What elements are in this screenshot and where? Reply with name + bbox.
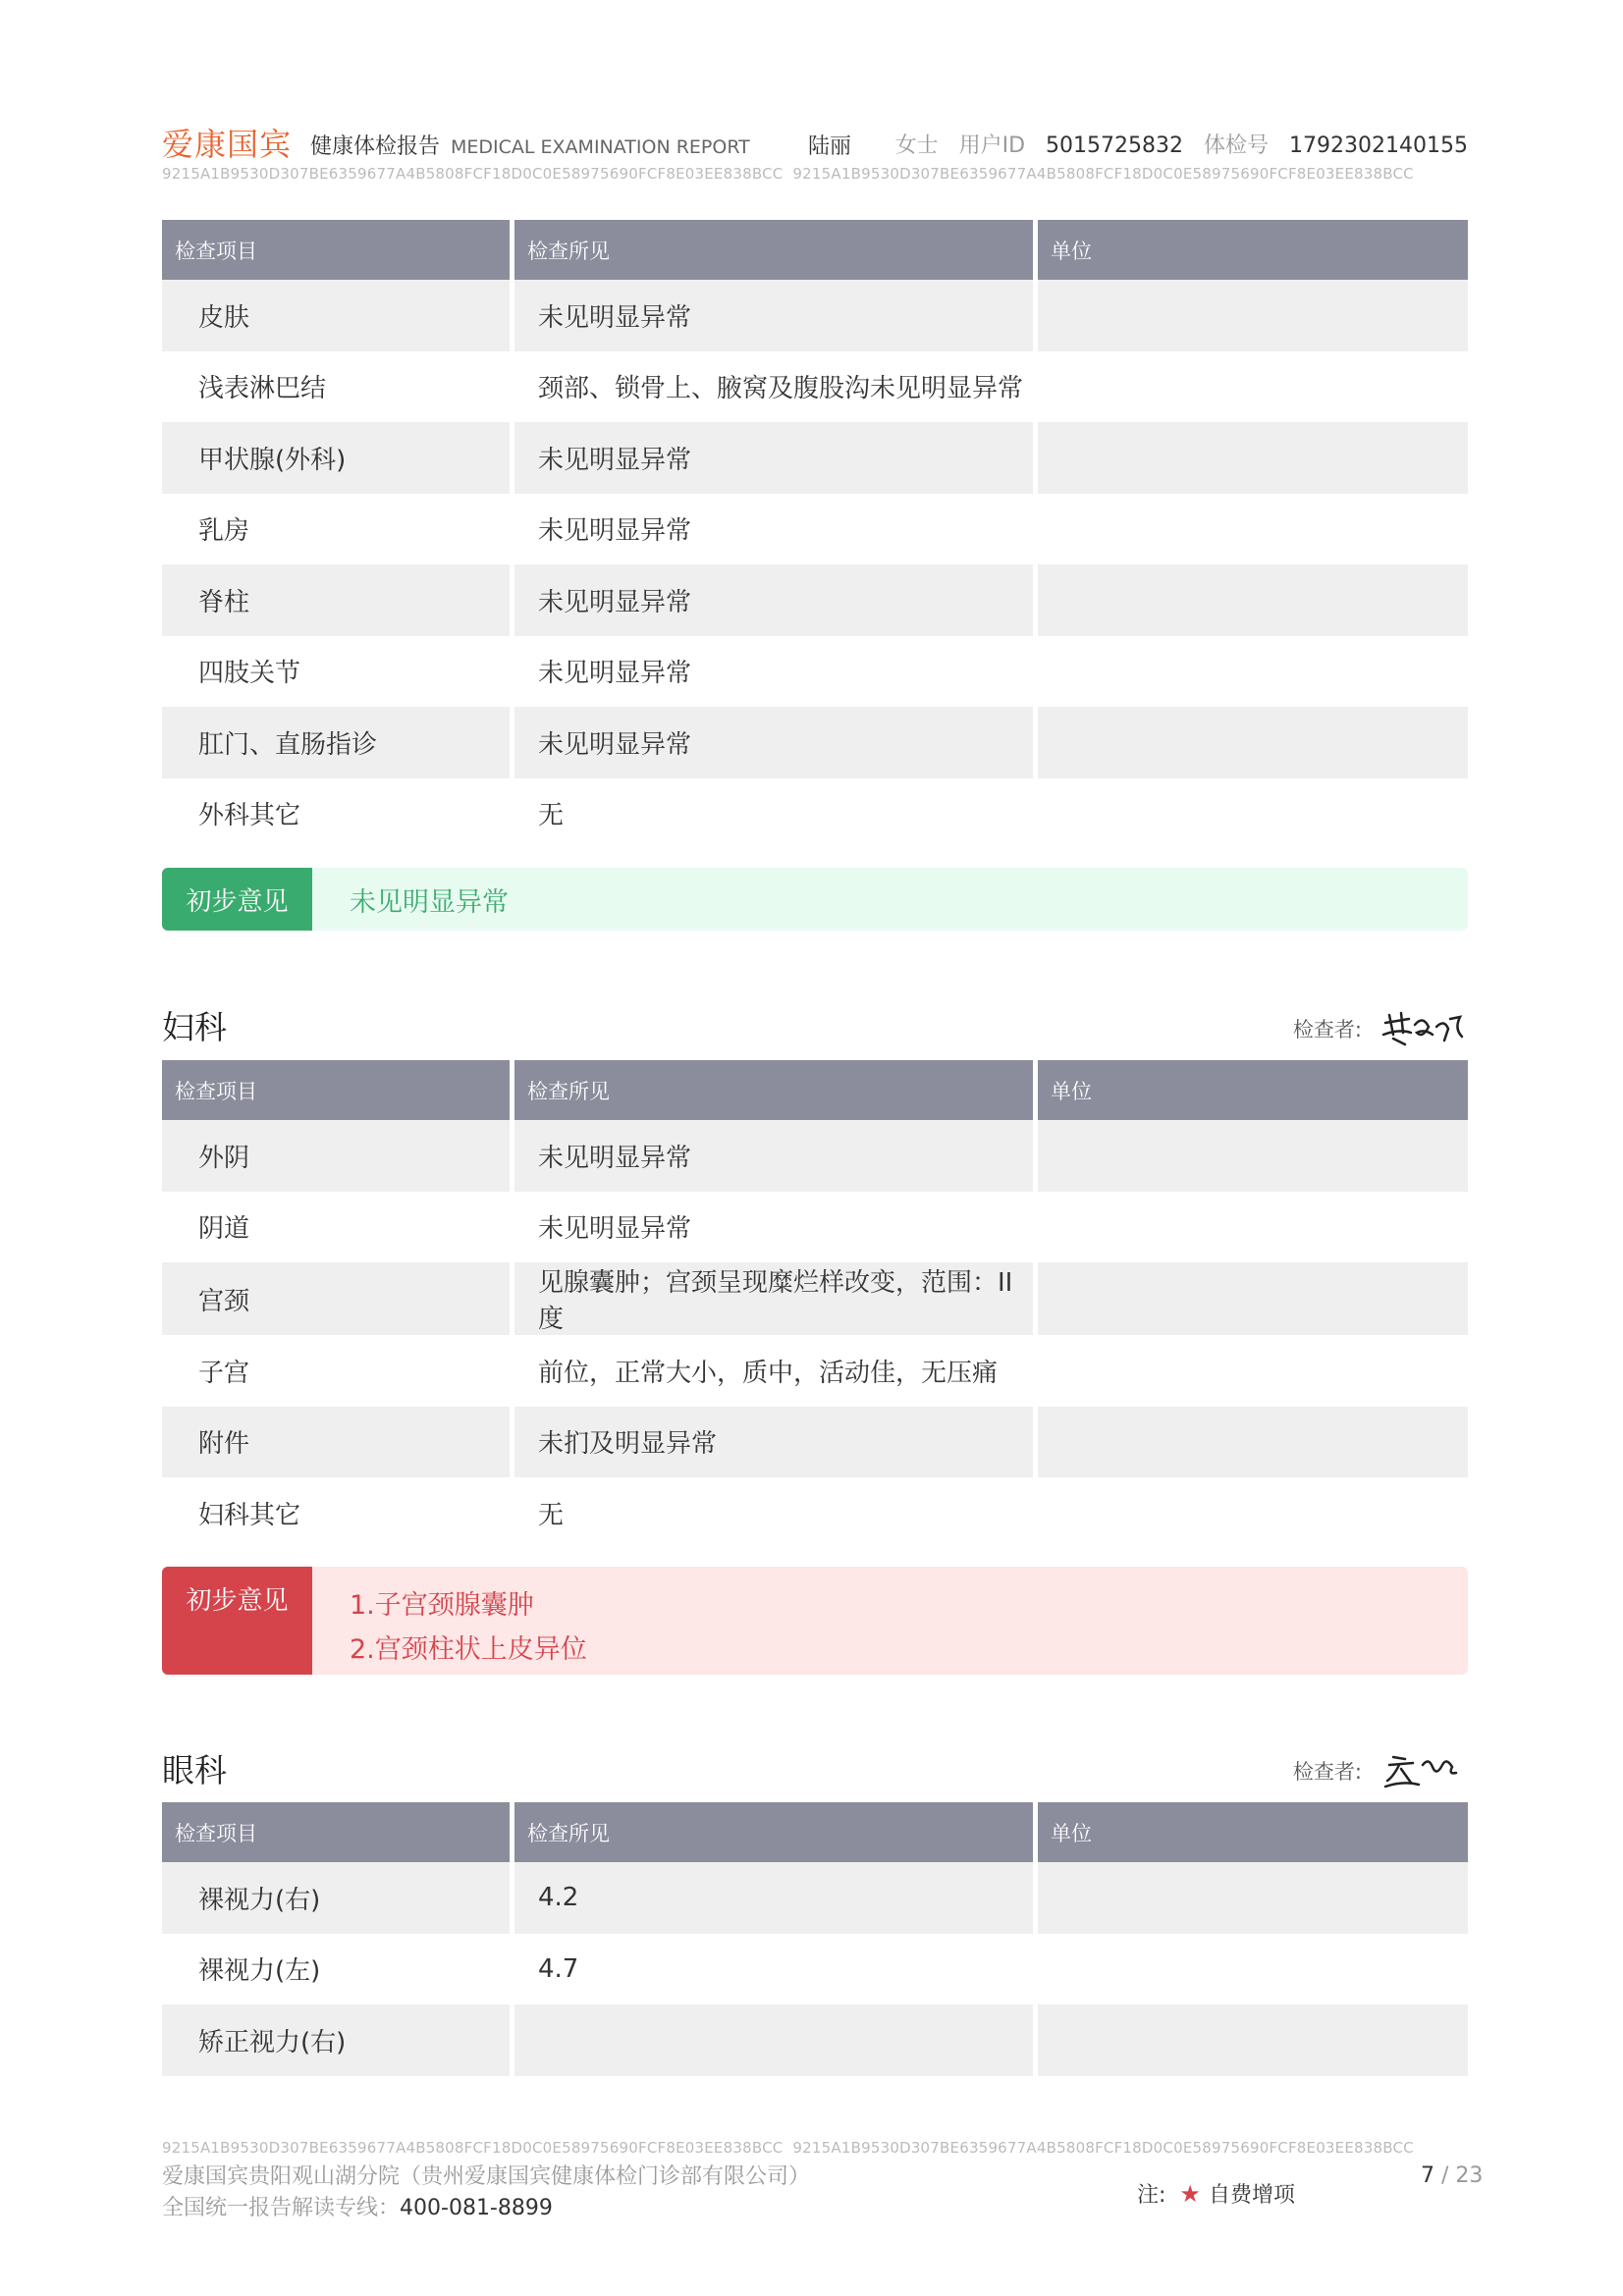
footer-hotline: 全国统一报告解读专线：400-081-8899 bbox=[162, 2196, 553, 2220]
report-title-cn: 健康体检报告 bbox=[310, 134, 441, 159]
table-header-row bbox=[162, 220, 1468, 280]
table-row: 浅表淋巴结 颈部、锁骨上、腋窝及腹股沟未见明显异常 bbox=[162, 351, 1468, 423]
table-row: 皮肤 未见明显异常 bbox=[162, 280, 1468, 351]
table-header-row bbox=[162, 1060, 1468, 1120]
opinion-line: 1.子宫颈腺囊肿 bbox=[350, 1590, 534, 1621]
table-row: 乳房 未见明显异常 bbox=[162, 494, 1468, 565]
surgery-opinion bbox=[162, 868, 1468, 931]
column-header-item: 检查项目 bbox=[162, 220, 510, 280]
column-header-unit: 单位 bbox=[1038, 1802, 1468, 1862]
report-title-en: MEDICAL EXAMINATION REPORT bbox=[451, 136, 750, 158]
ophthalmology-table bbox=[162, 1802, 1468, 2076]
patient-gender: 女士 bbox=[894, 133, 939, 158]
table-row: 四肢关节 未见明显异常 bbox=[162, 636, 1468, 708]
section-title-gynecology: 妇科 bbox=[162, 1008, 227, 1046]
footer-hash: 9215A1B9530D307BE6359677A4B5808FCF18D0C0E58975690FCF8E03EE838BCC 9215A1B9530D307BE6359677A4B5808FCF18D0C0E58975690FCF8E03EE838BCC bbox=[162, 2139, 1414, 2157]
user-id: 用户ID 5015725832 bbox=[958, 133, 1184, 158]
examiner-ophthalmology bbox=[1293, 1747, 1468, 1794]
gynecology-table bbox=[162, 1060, 1468, 1549]
report-title bbox=[310, 130, 750, 160]
column-header-unit: 单位 bbox=[1038, 1060, 1468, 1120]
column-header-item: 检查项目 bbox=[162, 1060, 510, 1120]
patient-name: 陆丽 bbox=[808, 134, 852, 159]
note-label: 注: bbox=[1137, 2183, 1166, 2208]
column-header-item: 检查项目 bbox=[162, 1802, 510, 1862]
examiner-label: 检查者: bbox=[1292, 1018, 1362, 1041]
opinion-text bbox=[312, 1567, 1468, 1675]
table-row: 附件 未扪及明显异常 bbox=[162, 1407, 1468, 1478]
page-number: 7 / 23 bbox=[1421, 2163, 1484, 2188]
column-header-finding: 检查所见 bbox=[514, 1060, 1033, 1120]
exam-number: 体检号 1792302140155 bbox=[1204, 133, 1468, 158]
column-header-finding: 检查所见 bbox=[514, 1802, 1033, 1862]
table-row: 甲状腺(外科) 未见明显异常 bbox=[162, 422, 1468, 494]
table-row: 裸视力(左) 4.7 bbox=[162, 1934, 1468, 2005]
section-title-ophthalmology: 眼科 bbox=[162, 1751, 227, 1789]
table-row: 肛门、直肠指诊 未见明显异常 bbox=[162, 707, 1468, 778]
table-row: 宫颈 见腺囊肿；宫颈呈现糜烂样改变，范围：II度 bbox=[162, 1262, 1468, 1335]
column-header-finding: 检查所见 bbox=[514, 220, 1033, 280]
footer-note bbox=[1137, 2178, 1295, 2209]
examiner-gynecology bbox=[1293, 1005, 1468, 1052]
signature-icon bbox=[1380, 1005, 1468, 1052]
note-text: 自费增项 bbox=[1208, 2183, 1295, 2208]
gynecology-opinion bbox=[162, 1567, 1468, 1675]
table-header-row bbox=[162, 1802, 1468, 1862]
column-header-unit: 单位 bbox=[1038, 220, 1468, 280]
table-row: 外科其它 无 bbox=[162, 778, 1468, 850]
opinion-label: 初步意见 bbox=[162, 1567, 312, 1675]
opinion-label: 初步意见 bbox=[162, 868, 312, 931]
table-row: 妇科其它 无 bbox=[162, 1477, 1468, 1549]
table-row: 阴道 未见明显异常 bbox=[162, 1192, 1468, 1263]
table-row: 裸视力(右) 4.2 bbox=[162, 1862, 1468, 1934]
table-row: 脊柱 未见明显异常 bbox=[162, 564, 1468, 636]
patient-meta bbox=[895, 129, 1468, 159]
table-row: 外阴 未见明显异常 bbox=[162, 1120, 1468, 1192]
table-row: 子宫 前位，正常大小，质中，活动佳，无压痛 bbox=[162, 1335, 1468, 1407]
signature-icon bbox=[1380, 1747, 1468, 1794]
header-hash: 9215A1B9530D307BE6359677A4B5808FCF18D0C0E58975690FCF8E03EE838BCC 9215A1B9530D307BE6359677A4B5808FCF18D0C0E58975690FCF8E03EE838BCC bbox=[162, 165, 1414, 183]
examiner-label: 检查者: bbox=[1292, 1760, 1362, 1784]
footer-organization: 爱康国宾贵阳观山湖分院（贵州爱康国宾健康体检门诊部有限公司） bbox=[162, 2164, 811, 2189]
opinion-line: 2.宫颈柱状上皮异位 bbox=[350, 1634, 587, 1665]
surgery-table bbox=[162, 220, 1468, 849]
opinion-text: 未见明显异常 bbox=[350, 886, 509, 918]
table-row: 矫正视力(右) bbox=[162, 2004, 1468, 2076]
report-header bbox=[162, 120, 1468, 163]
star-icon: ★ bbox=[1179, 2179, 1201, 2208]
brand-logo: 爱康国宾 bbox=[162, 126, 293, 163]
